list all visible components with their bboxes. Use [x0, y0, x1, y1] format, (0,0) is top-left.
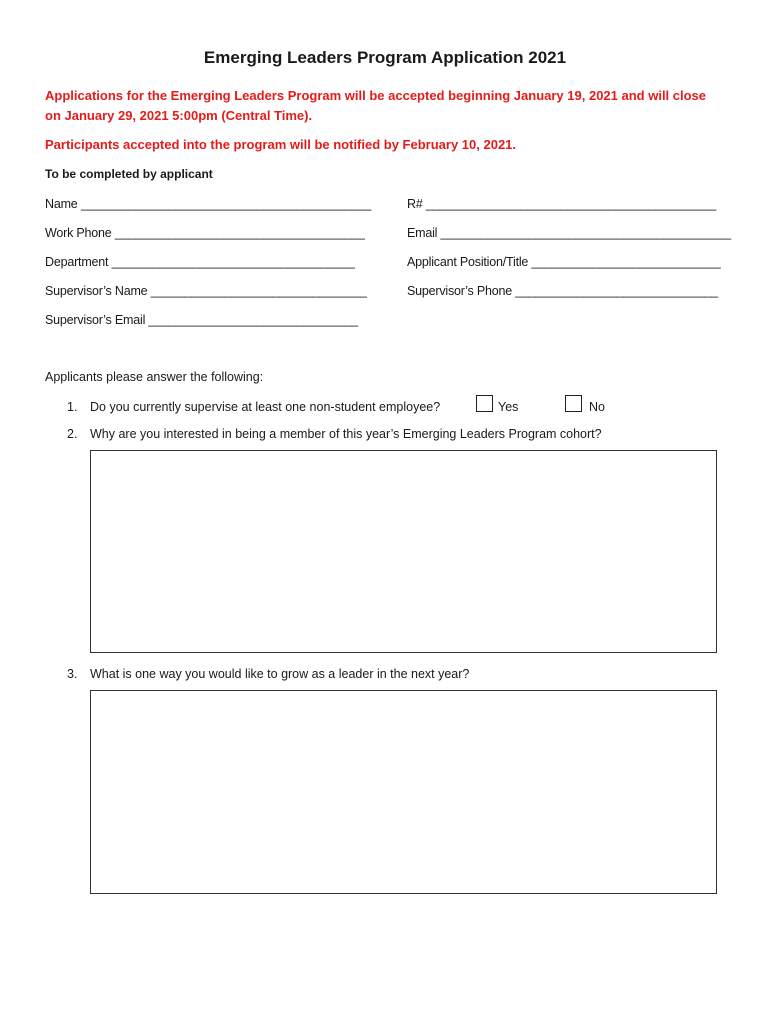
question-number: 3. [67, 667, 78, 681]
notice-line-2: on January 29, 2021 5:00pm (Central Time). [45, 108, 313, 123]
questions-intro: Applicants please answer the following: [45, 370, 264, 384]
no-label: No [589, 400, 605, 414]
yes-label: Yes [498, 400, 519, 414]
question-text: Do you currently supervise at least one non-student employee? [90, 400, 441, 414]
notification-notice: Participants accepted into the program will be notified by February 10, 2021. [45, 137, 517, 152]
work-phone-field[interactable]: Work Phone _____________________________________ [45, 226, 365, 240]
yes-checkbox[interactable] [476, 395, 493, 412]
question-3 [67, 667, 469, 681]
supervisor-phone-field[interactable]: Supervisor’s Phone ______________________________ [407, 284, 718, 298]
answer-box-question-2[interactable] [90, 450, 717, 653]
question-number: 1. [67, 400, 78, 414]
no-checkbox[interactable] [565, 395, 582, 412]
notice-line-1: Applications for the Emerging Leaders Program will be accepted beginning January 19, 2021 and will close [45, 88, 707, 103]
supervisor-name-field[interactable]: Supervisor’s Name ________________________________ [45, 284, 367, 298]
email-field[interactable]: Email ___________________________________________ [407, 226, 731, 240]
r-number-field[interactable]: R# ___________________________________________ [407, 197, 717, 211]
answer-box-question-3[interactable] [90, 690, 717, 894]
question-2 [67, 427, 602, 441]
page-title: Emerging Leaders Program Application 2021 [203, 48, 567, 67]
question-1 [67, 400, 440, 414]
question-number: 2. [67, 427, 78, 441]
name-field[interactable]: Name ___________________________________________ [45, 197, 372, 211]
section-label: To be completed by applicant [45, 167, 213, 181]
supervisor-email-field[interactable]: Supervisor’s Email _______________________________ [45, 313, 358, 327]
department-field[interactable]: Department ____________________________________ [45, 255, 355, 269]
position-field[interactable]: Applicant Position/Title ____________________________ [407, 255, 721, 269]
question-text: Why are you interested in being a member of this year’s Emerging Leaders Program cohort? [90, 427, 602, 441]
question-text: What is one way you would like to grow as a leader in the next year? [90, 667, 470, 681]
application-window-notice [45, 86, 735, 126]
